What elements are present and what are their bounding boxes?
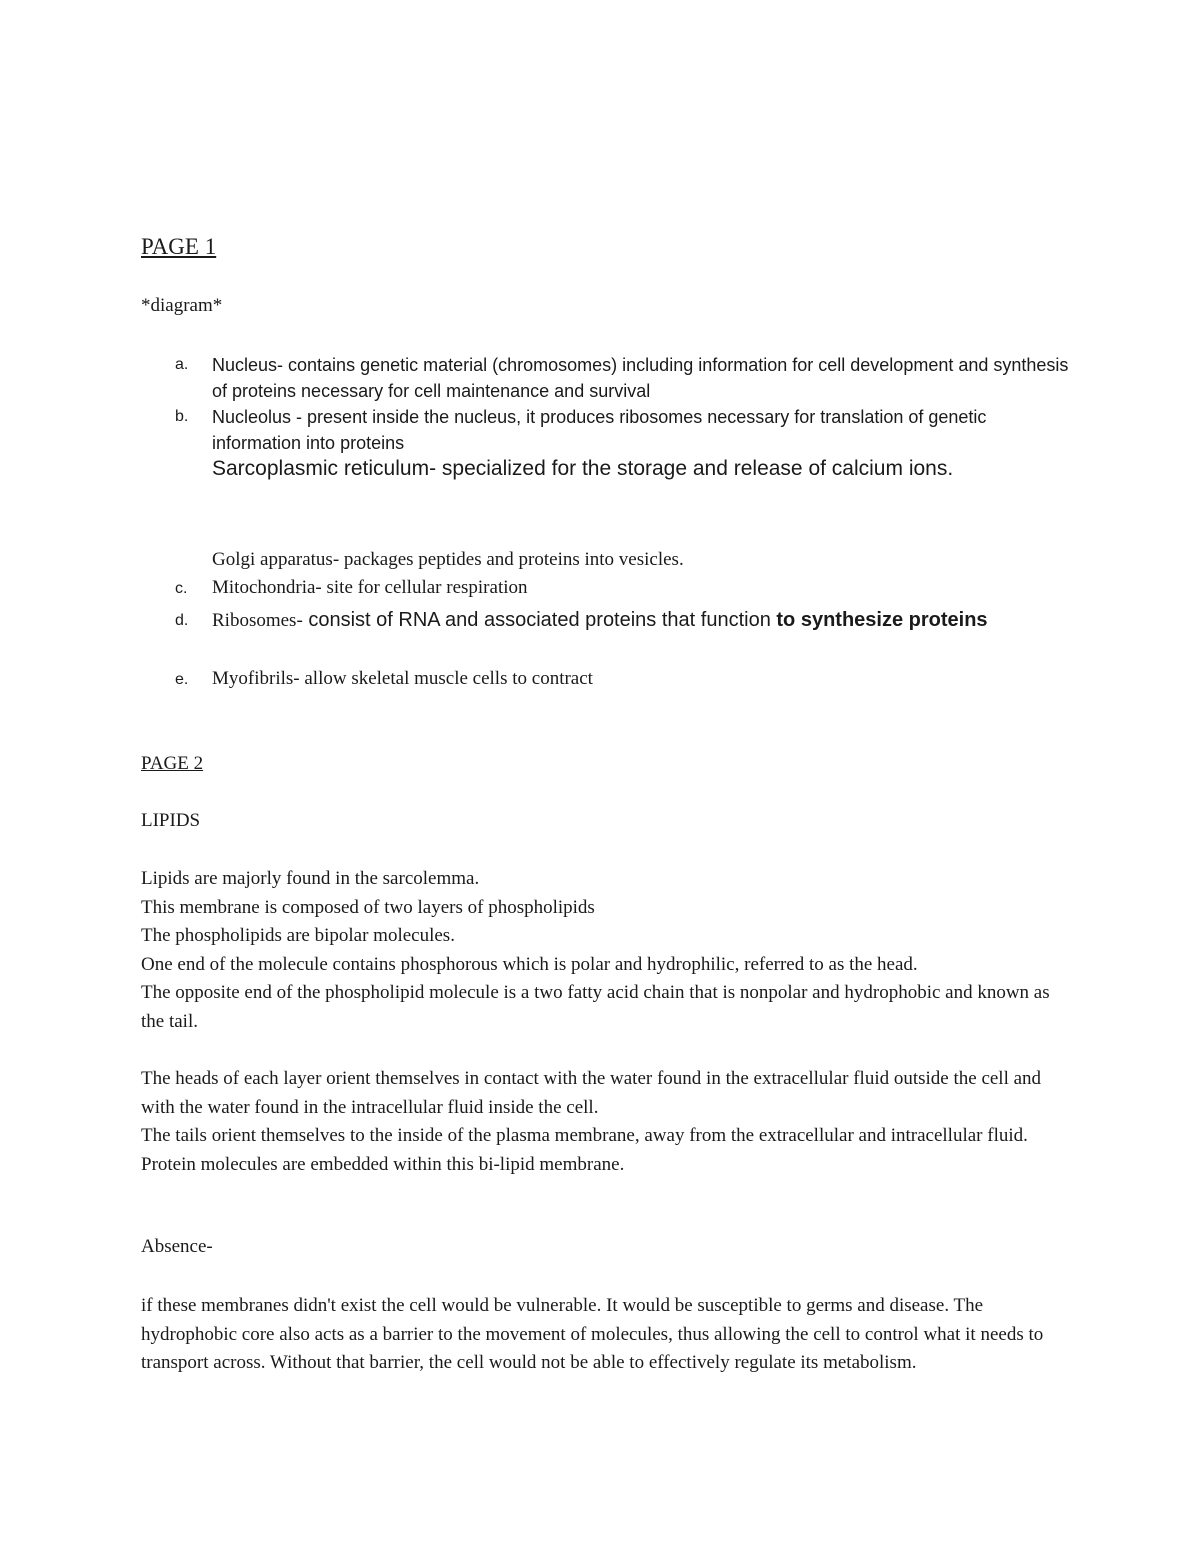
list-item-text: Myofibrils- allow skeletal muscle cells to contract (212, 668, 593, 689)
text-line: Lipids are majorly found in the sarcolemma. (141, 868, 480, 889)
absence-label: Absence- (141, 1236, 213, 1257)
ribosomes-label: Ribosomes- (212, 610, 303, 631)
list-marker: d. (175, 612, 189, 629)
list-item-text: Mitochondria- site for cellular respiration (212, 577, 528, 598)
lipids-heading: LIPIDS (141, 810, 201, 831)
orientation-paragraph (141, 1065, 1071, 1179)
text-line: One end of the molecule contains phosphorous which is polar and hydrophilic, referred to as the head. (141, 953, 918, 975)
ribosomes-text: consist of RNA and associated proteins that function (302, 609, 777, 631)
text-line: The heads of each layer orient themselves in contact with the water found in the extracellular fluid outside the cell and with the water found in the intracellular fluid inside the cell. (141, 1068, 1042, 1118)
page1-heading: PAGE 1 (141, 234, 217, 259)
sarcoplasmic-text: Sarcoplasmic reticulum- specialized for the storage and release of calcium ions. (212, 457, 954, 480)
text-line: The tails orient themselves to the inside of the plasma membrane, away from the extracellular and intracellular fluid. (141, 1125, 1028, 1146)
list-marker: a. (175, 356, 189, 373)
list-marker: b. (175, 408, 189, 425)
list-item-text (212, 605, 1052, 637)
list-item-text: Nucleolus - present inside the nucleus, it produces ribosomes necessary for translation of genetic information into proteins (212, 407, 987, 453)
absence-paragraph: if these membranes didn't exist the cell would be vulnerable. It would be susceptible to germs and disease. The hydrophobic core also acts as a barrier to the movement of molecules, thus allowing the cell to control what it needs to transport across. Without that barrier, the cell would not be able to effectively regulate its metabolism. (141, 1295, 1044, 1373)
text-line: This membrane is composed of two layers of phospholipids (141, 896, 595, 918)
golgi-text: Golgi apparatus- packages peptides and proteins into vesicles. (212, 549, 684, 570)
page2-heading: PAGE 2 (141, 753, 204, 774)
ribosomes-bold: to synthesize proteins (776, 609, 988, 631)
diagram-note: *diagram* (141, 295, 223, 316)
list-marker: c. (175, 580, 188, 597)
list-marker: e. (175, 671, 189, 688)
text-line: The opposite end of the phospholipid molecule is a two fatty acid chain that is nonpolar and hydrophobic and known as the tail. (141, 982, 1050, 1032)
text-line: The phospholipids are bipolar molecules. (141, 925, 455, 946)
lipids-paragraph (141, 865, 1071, 1036)
list-item-text: Nucleus- contains genetic material (chromosomes) including information for cell development and synthesis of proteins necessary for cell maintenance and survival (212, 355, 1069, 401)
text-line: Protein molecules are embedded within this bi-lipid membrane. (141, 1153, 625, 1175)
